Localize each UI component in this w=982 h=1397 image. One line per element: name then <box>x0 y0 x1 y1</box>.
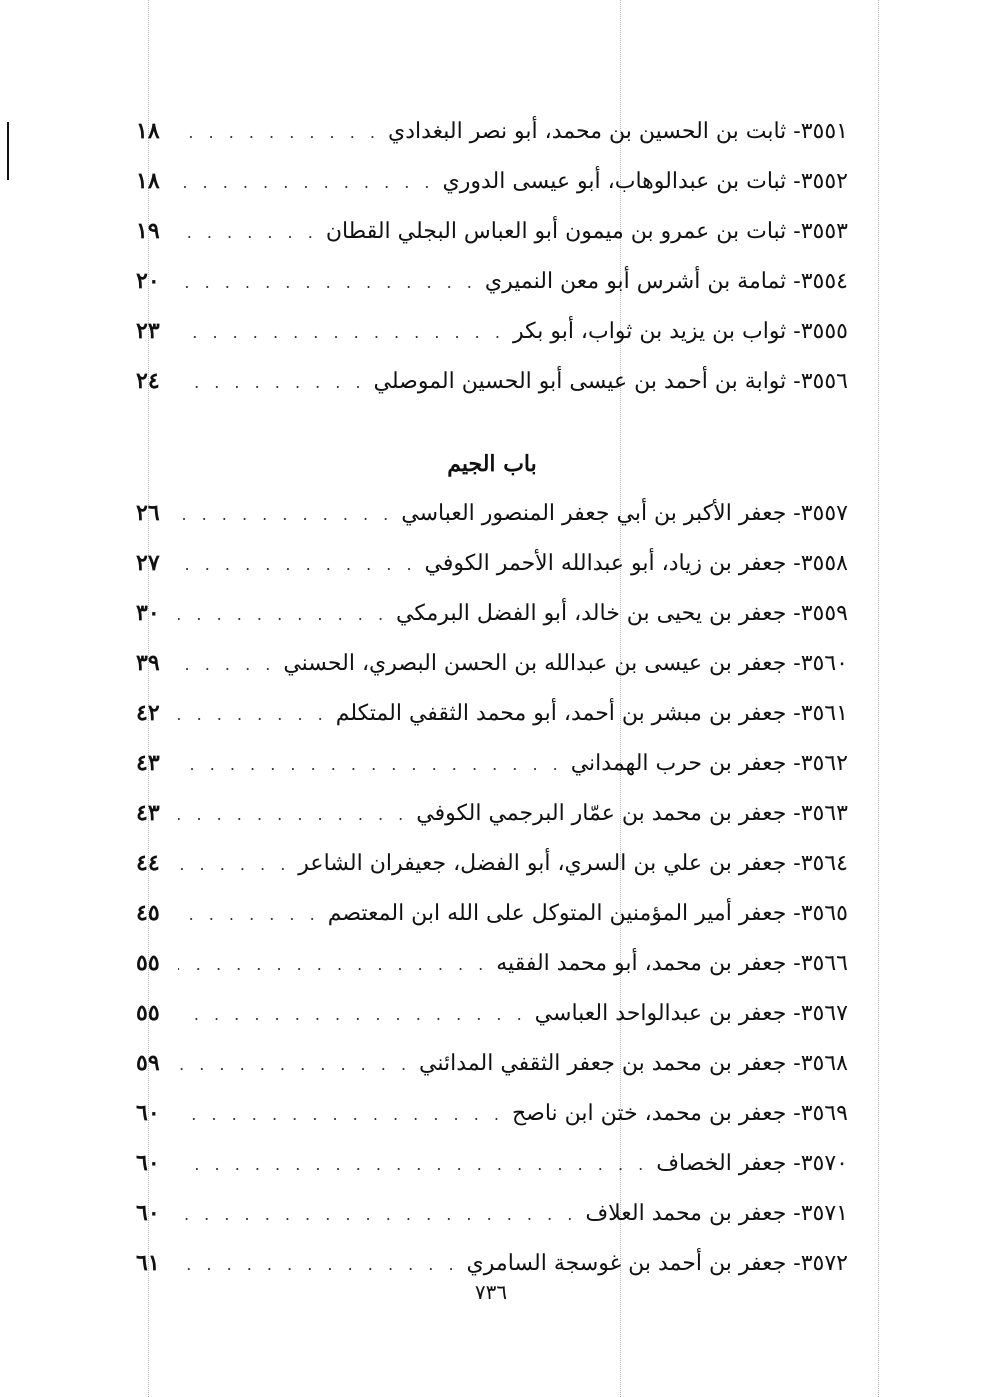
entry-title: ٣٥٦٣- جعفر بن محمد بن عمّار البرجمي الكوفي <box>416 801 848 826</box>
entry-page-number: ٢٠ <box>136 268 160 294</box>
dot-leader <box>178 258 477 308</box>
entry-title: ٣٥٦٧- جعفر بن عبدالواحد العباسي <box>534 1001 848 1026</box>
dot-leader <box>178 790 408 840</box>
toc-entry <box>136 106 848 156</box>
entry-title: ٣٥٦١- جعفر بن مبشر بن أحمد، أبو محمد الثقفي المتكلم <box>335 701 848 726</box>
entry-title: ٣٥٧٠- جعفر الخصاف <box>656 1151 848 1176</box>
toc-entry <box>136 538 848 588</box>
entry-page-number: ٦٠ <box>136 1100 160 1126</box>
entries-before-heading <box>136 106 848 406</box>
toc-entry <box>136 688 848 738</box>
table-of-contents <box>136 106 848 1288</box>
entry-page-number: ٤٢ <box>136 700 160 726</box>
entry-page-number: ٤٣ <box>136 750 160 776</box>
toc-entry <box>136 938 848 988</box>
entry-page-number: ١٨ <box>136 168 160 194</box>
toc-entry <box>136 488 848 538</box>
scan-guide-line <box>878 0 879 1397</box>
dot-leader <box>178 1190 577 1240</box>
toc-entry <box>136 256 848 306</box>
entry-title: ٣٥٥٩- جعفر بن يحيى بن خالد، أبو الفضل البرمكي <box>396 601 848 626</box>
entry-page-number: ٦٠ <box>136 1150 160 1176</box>
dot-leader <box>178 158 435 208</box>
toc-entry <box>136 1088 848 1138</box>
toc-entry <box>136 206 848 256</box>
entry-page-number: ٢٣ <box>136 318 160 344</box>
toc-entry <box>136 738 848 788</box>
dot-leader <box>178 358 366 408</box>
dot-leader <box>178 890 320 940</box>
entry-page-number: ٢٧ <box>136 550 160 576</box>
entry-title: ٣٥٥٥- ثواب بن يزيد بن ثواب، أبو بكر <box>512 319 848 344</box>
section-heading: باب الجيم <box>447 451 537 477</box>
entry-title: ٣٥٦٨- جعفر بن محمد بن جعفر الثقفي المدائني <box>419 1051 848 1076</box>
entry-page-number: ١٨ <box>136 118 160 144</box>
toc-entry <box>136 1038 848 1088</box>
toc-entry <box>136 988 848 1038</box>
toc-entry <box>136 156 848 206</box>
entry-title: ٣٥٦٠- جعفر بن عيسى بن عبدالله بن الحسن البصري، الحسني <box>283 651 848 676</box>
dot-leader <box>178 840 290 890</box>
entry-title: ٣٥٦٦- جعفر بن محمد، أبو محمد الفقيه <box>496 951 848 976</box>
dot-leader <box>178 490 393 540</box>
toc-entry <box>136 788 848 838</box>
toc-entry <box>136 1138 848 1188</box>
toc-entry <box>136 638 848 688</box>
dot-leader <box>178 108 380 158</box>
entry-title: ٣٥٥٦- ثوابة بن أحمد بن عيسى أبو الحسين الموصلي <box>373 369 848 394</box>
entry-page-number: ٦١ <box>136 1250 160 1276</box>
toc-entry <box>136 356 848 406</box>
entry-page-number: ٤٤ <box>136 850 160 876</box>
entry-title: ٣٥٦٢- جعفر بن حرب الهمداني <box>570 751 848 776</box>
dot-leader <box>178 740 563 790</box>
dot-leader <box>178 1140 648 1190</box>
entry-page-number: ٦٠ <box>136 1200 160 1226</box>
dot-leader <box>178 1090 504 1140</box>
dot-leader <box>178 590 388 640</box>
dot-leader <box>178 940 488 990</box>
entry-title: ٣٥٥٣- ثبات بن عمرو بن ميمون أبو العباس البجلي القطان <box>325 219 848 244</box>
toc-entry <box>136 588 848 638</box>
entry-title: ٣٥٥٢- ثبات بن عبدالوهاب، أبو عيسى الدوري <box>442 169 848 194</box>
entry-page-number: ٤٣ <box>136 800 160 826</box>
entry-page-number: ٢٦ <box>136 500 160 526</box>
toc-entry <box>136 1188 848 1238</box>
entry-page-number: ٥٥ <box>136 950 160 976</box>
scan-edge-mark <box>7 122 9 180</box>
entry-page-number: ٤٥ <box>136 900 160 926</box>
dot-leader <box>178 208 318 258</box>
entry-title: ٣٥٥٧- جعفر الأكبر بن أبي جعفر المنصور العباسي <box>401 501 848 526</box>
entry-title: ٣٥٦٥- جعفر أمير المؤمنين المتوكل على الله ابن المعتصم <box>327 901 848 926</box>
entry-title: ٣٥٦٩- جعفر بن محمد، ختن ابن ناصح <box>511 1101 848 1126</box>
entry-title: ٣٥٥١- ثابت بن الحسين بن محمد، أبو نصر البغدادي <box>387 119 848 144</box>
entry-page-number: ٥٥ <box>136 1000 160 1026</box>
entry-title: ٣٥٦٤- جعفر بن علي بن السري، أبو الفضل، جعيفران الشاعر <box>298 851 848 876</box>
dot-leader <box>178 308 505 358</box>
toc-entry <box>136 888 848 938</box>
entry-page-number: ٢٤ <box>136 368 160 394</box>
toc-entry <box>136 838 848 888</box>
dot-leader <box>178 540 417 590</box>
dot-leader <box>178 990 527 1040</box>
entry-page-number: ٥٩ <box>136 1050 160 1076</box>
entry-title: ٣٥٥٤- ثمامة بن أشرس أبو معن النميري <box>484 269 848 294</box>
entry-page-number: ١٩ <box>136 218 160 244</box>
entry-title: ٣٥٧١- جعفر بن محمد العلاف <box>585 1201 848 1226</box>
page-number: ٧٣٦ <box>474 1280 508 1304</box>
dot-leader <box>178 690 328 740</box>
dot-leader <box>178 640 275 690</box>
toc-entry <box>136 306 848 356</box>
dot-leader <box>178 1040 411 1090</box>
entry-page-number: ٣٠ <box>136 600 160 626</box>
entry-title: ٣٥٥٨- جعفر بن زياد، أبو عبدالله الأحمر الكوفي <box>424 551 848 576</box>
entries-after-heading <box>136 488 848 1288</box>
entry-page-number: ٣٩ <box>136 650 160 676</box>
entry-title: ٣٥٧٢- جعفر بن أحمد بن غوسجة السامري <box>466 1251 848 1276</box>
